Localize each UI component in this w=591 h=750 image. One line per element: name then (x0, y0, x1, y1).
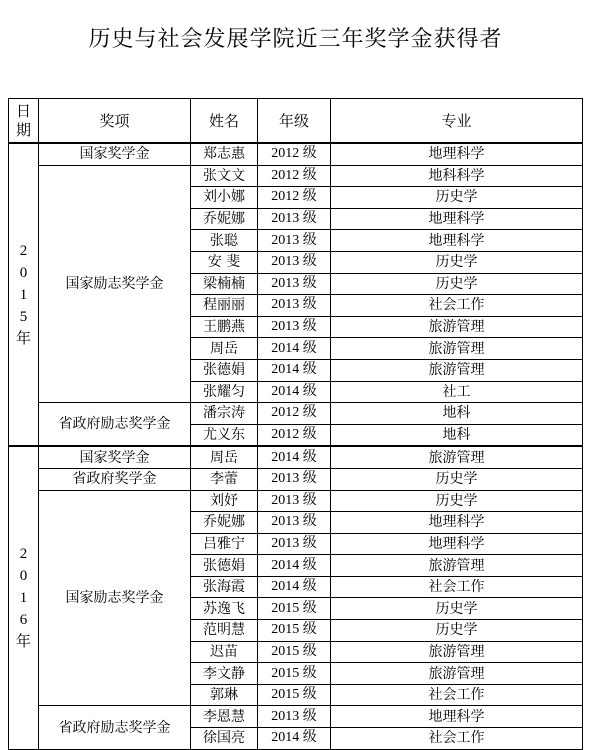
award-cell: 省政府励志奖学金 (39, 403, 191, 447)
header-grade: 年级 (258, 99, 331, 144)
grade-cell: 2015 级 (258, 620, 331, 642)
grade-cell: 2012 级 (258, 403, 331, 425)
name-cell: 郭琳 (191, 684, 258, 706)
name-cell: 王鹏燕 (191, 316, 258, 338)
major-cell: 历史学 (331, 620, 583, 642)
grade-cell: 2015 级 (258, 663, 331, 685)
major-cell: 历史学 (331, 251, 583, 273)
name-cell: 梁楠楠 (191, 273, 258, 295)
grade-cell: 2013 级 (258, 208, 331, 230)
name-cell: 吕雅宁 (191, 533, 258, 555)
table-row (9, 446, 583, 468)
grade-cell: 2013 级 (258, 533, 331, 555)
award-cell: 国家励志奖学金 (39, 165, 191, 403)
major-cell: 旅游管理 (331, 446, 583, 468)
year-char: 6 (19, 611, 28, 628)
header-date-char: 期 (15, 120, 31, 139)
major-cell: 社会工作 (331, 684, 583, 706)
name-cell: 潘宗涛 (191, 403, 258, 425)
page-title: 历史与社会发展学院近三年奖学金获得者 (88, 27, 503, 52)
header-major: 专业 (331, 99, 583, 144)
table-row (9, 165, 583, 187)
year-char: 5 (19, 308, 28, 325)
grade-cell: 2014 级 (258, 728, 331, 750)
name-cell: 安 斐 (191, 251, 258, 273)
table-row (9, 403, 583, 425)
year-char: 0 (19, 567, 28, 584)
name-cell: 刘小娜 (191, 187, 258, 209)
header-date-char: 日 (15, 101, 31, 120)
name-cell: 郑志惠 (191, 143, 258, 165)
major-cell: 历史学 (331, 490, 583, 512)
name-cell: 周岳 (191, 338, 258, 360)
major-cell: 地科科学 (331, 165, 583, 187)
major-cell: 社会工作 (331, 728, 583, 750)
grade-cell: 2014 级 (258, 338, 331, 360)
name-cell: 程丽丽 (191, 295, 258, 317)
grade-cell: 2012 级 (258, 165, 331, 187)
major-cell: 历史学 (331, 187, 583, 209)
name-cell: 张德娟 (191, 555, 258, 577)
award-cell: 国家励志奖学金 (39, 490, 191, 706)
grade-cell: 2015 级 (258, 684, 331, 706)
name-cell: 苏逸飞 (191, 598, 258, 620)
year-char: 年 (15, 633, 31, 650)
table-row (9, 706, 583, 728)
table-row (9, 468, 583, 490)
year-cell (9, 446, 39, 749)
name-cell: 张德娟 (191, 359, 258, 381)
name-cell: 周岳 (191, 446, 258, 468)
name-cell: 尤义东 (191, 424, 258, 446)
grade-cell: 2013 级 (258, 316, 331, 338)
name-cell: 李恩慧 (191, 706, 258, 728)
award-cell: 省政府励志奖学金 (39, 706, 191, 749)
name-cell: 徐国亮 (191, 728, 258, 750)
table-row (9, 490, 583, 512)
grade-cell: 2014 级 (258, 446, 331, 468)
grade-cell: 2015 级 (258, 598, 331, 620)
grade-cell: 2013 级 (258, 490, 331, 512)
grade-cell: 2013 级 (258, 512, 331, 534)
table-row (9, 143, 583, 165)
name-cell: 张文文 (191, 165, 258, 187)
grade-cell: 2013 级 (258, 706, 331, 728)
name-cell: 张聪 (191, 230, 258, 252)
major-cell: 地科 (331, 403, 583, 425)
major-cell: 地理科学 (331, 533, 583, 555)
year-char: 年 (15, 330, 31, 347)
major-cell: 地理科学 (331, 230, 583, 252)
name-cell: 李文静 (191, 663, 258, 685)
name-cell: 张耀匀 (191, 381, 258, 403)
major-cell: 旅游管理 (331, 641, 583, 663)
year-char: 1 (19, 286, 28, 303)
grade-cell: 2012 级 (258, 187, 331, 209)
name-cell: 迟苗 (191, 641, 258, 663)
major-cell: 社会工作 (331, 295, 583, 317)
year-char: 2 (19, 545, 28, 562)
table-header-row (9, 99, 583, 144)
grade-cell: 2013 级 (258, 273, 331, 295)
grade-cell: 2014 级 (258, 576, 331, 598)
year-char: 1 (19, 589, 28, 606)
major-cell: 地理科学 (331, 512, 583, 534)
major-cell: 社会工作 (331, 576, 583, 598)
name-cell: 范明慧 (191, 620, 258, 642)
major-cell: 地理科学 (331, 706, 583, 728)
major-cell: 旅游管理 (331, 663, 583, 685)
grade-cell: 2014 级 (258, 381, 331, 403)
grade-cell: 2012 级 (258, 424, 331, 446)
name-cell: 张海霞 (191, 576, 258, 598)
grade-cell: 2012 级 (258, 143, 331, 165)
header-date (9, 99, 39, 144)
grade-cell: 2013 级 (258, 230, 331, 252)
name-cell: 乔妮娜 (191, 208, 258, 230)
header-award: 奖项 (39, 99, 191, 144)
major-cell: 地理科学 (331, 143, 583, 165)
name-cell: 刘妤 (191, 490, 258, 512)
header-name: 姓名 (191, 99, 258, 144)
award-cell: 国家奖学金 (39, 446, 191, 468)
table-body (9, 143, 583, 749)
grade-cell: 2014 级 (258, 359, 331, 381)
major-cell: 历史学 (331, 273, 583, 295)
major-cell: 地科 (331, 424, 583, 446)
major-cell: 地理科学 (331, 208, 583, 230)
grade-cell: 2013 级 (258, 251, 331, 273)
year-char: 0 (19, 264, 28, 281)
major-cell: 历史学 (331, 598, 583, 620)
name-cell: 李蕾 (191, 468, 258, 490)
grade-cell: 2013 级 (258, 468, 331, 490)
name-cell: 乔妮娜 (191, 512, 258, 534)
major-cell: 历史学 (331, 468, 583, 490)
award-cell: 省政府奖学金 (39, 468, 191, 490)
grade-cell: 2014 级 (258, 555, 331, 577)
grade-cell: 2015 级 (258, 641, 331, 663)
major-cell: 旅游管理 (331, 338, 583, 360)
major-cell: 旅游管理 (331, 555, 583, 577)
year-char: 2 (19, 242, 28, 259)
major-cell: 旅游管理 (331, 359, 583, 381)
major-cell: 旅游管理 (331, 316, 583, 338)
award-cell: 国家奖学金 (39, 143, 191, 165)
scholarship-table (8, 98, 583, 750)
major-cell: 社工 (331, 381, 583, 403)
grade-cell: 2013 级 (258, 295, 331, 317)
year-cell (9, 143, 39, 446)
